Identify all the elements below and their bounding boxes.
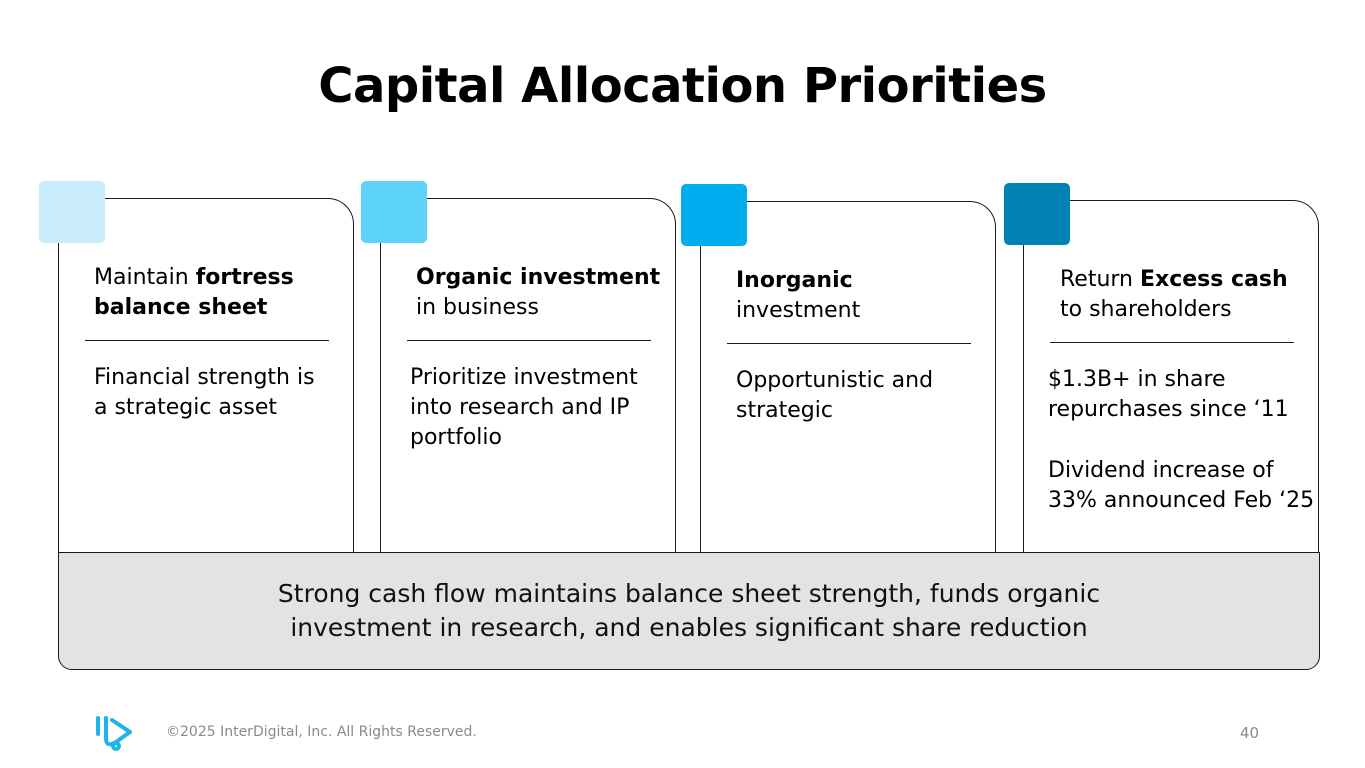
card-heading: Inorganic investment: [736, 268, 861, 323]
card-heading: Return Excess cash to shareholders: [1060, 267, 1288, 322]
card-heading: Maintain fortress balance sheet: [94, 265, 294, 320]
summary-banner-text: Strong cash flow maintains balance sheet strength, funds organic investment in research, and enables significant share reduction: [277, 579, 1101, 642]
card-heading: Organic investment in business: [416, 265, 661, 320]
card-body: [410, 363, 660, 453]
card-body-text: Financial strength is a strategic asset: [94, 365, 315, 420]
card-body: [1048, 365, 1320, 516]
card-accent-square: [361, 181, 427, 243]
card-accent-square: [1004, 183, 1070, 245]
card-accent-square: [39, 181, 105, 243]
card-divider: [1050, 342, 1294, 343]
priority-card-inorganic-investment: [700, 201, 996, 573]
interdigital-logo-icon: [92, 712, 136, 752]
card-body-text: Opportunistic and strategic: [736, 368, 934, 423]
card-body-text: Dividend increase of 33% announced Feb ‘25: [1048, 458, 1315, 513]
card-body: [736, 366, 976, 426]
priority-card-organic-investment: [380, 198, 676, 570]
priority-card-excess-cash: [1023, 200, 1319, 572]
page-number: 40: [1240, 724, 1260, 742]
card-accent-square: [681, 184, 747, 246]
card-divider: [407, 340, 651, 341]
card-body: [94, 363, 334, 423]
summary-banner: [58, 552, 1320, 670]
card-divider: [85, 340, 329, 341]
slide-title: Capital Allocation Priorities: [318, 58, 1047, 114]
card-divider: [727, 343, 971, 344]
card-body-text: Prioritize investment into research and IP portfolio: [410, 365, 638, 450]
card-body-text: $1.3B+ in share repurchases since ‘11: [1048, 367, 1289, 422]
copyright-text: ©2025 InterDigital, Inc. All Rights Reserved.: [166, 724, 477, 740]
priority-card-balance-sheet: [58, 198, 354, 570]
